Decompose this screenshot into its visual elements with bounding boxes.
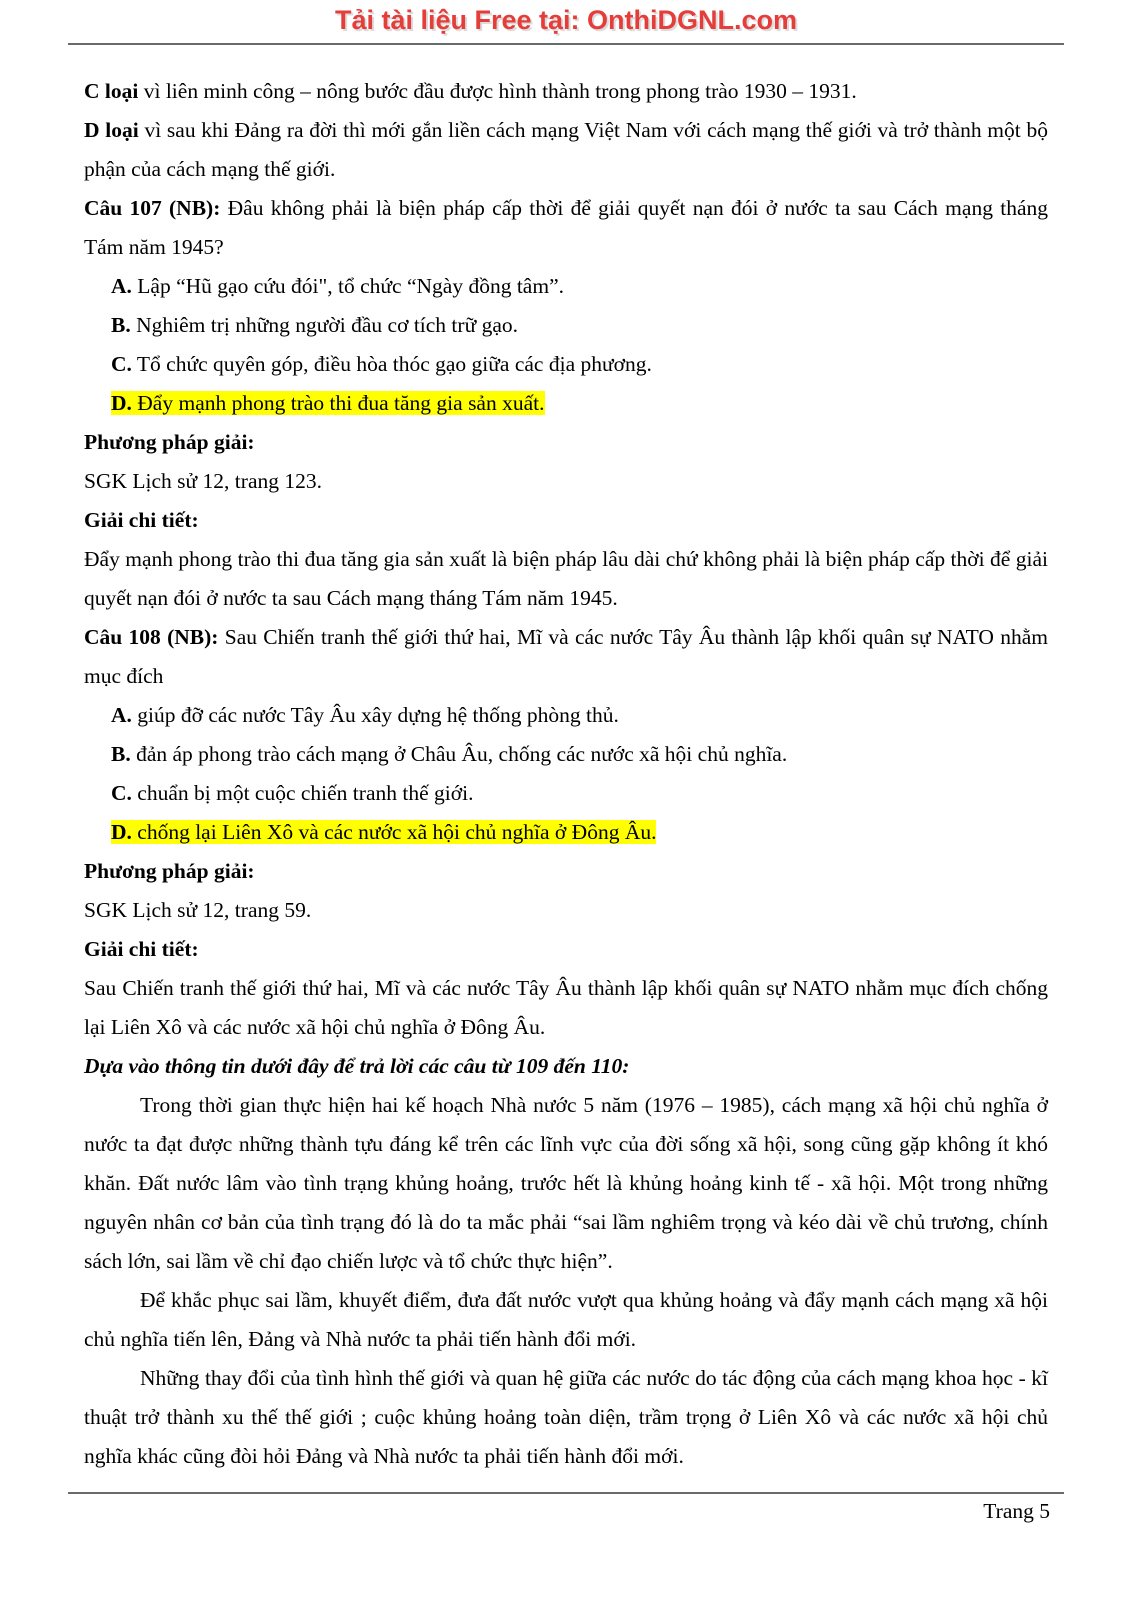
question-108-detail-heading: Giải chi tiết: <box>84 937 199 961</box>
question-108-detail-text: Sau Chiến tranh thế giới thứ hai, Mĩ và các nước Tây Âu thành lập khối quân sự NATO nhằm mục đích chống lại Liên Xô và các nước xã hội chủ nghĩa ở Đông Âu. <box>84 976 1048 1039</box>
question-108-stem <box>84 618 1048 696</box>
option-letter: C. <box>111 781 132 805</box>
option-letter: B. <box>111 313 131 337</box>
option-text: Đẩy mạnh phong trào thi đua tăng gia sản xuất. <box>131 391 545 415</box>
site-banner-text: Tải tài liệu Free tại: OnthiDGNL.com <box>334 5 798 35</box>
question-107-option-d <box>84 384 1048 423</box>
highlighted-answer <box>111 820 656 844</box>
question-107-method-text: SGK Lịch sử 12, trang 123. <box>84 469 322 493</box>
option-letter: A. <box>111 274 132 298</box>
passage-intro: Dựa vào thông tin dưới đây để trả lời các câu từ 109 đến 110: <box>84 1054 630 1078</box>
passage-paragraph-2: Để khắc phục sai lầm, khuyết điểm, đưa đất nước vượt qua khủng hoảng và đẩy mạnh cách mạng xã hội chủ nghĩa tiến lên, Đảng và Nhà nước ta phải tiến hành đổi mới. <box>84 1288 1048 1351</box>
question-107-option-b <box>84 306 1048 345</box>
question-107-number: Câu 107 (NB): <box>84 196 221 220</box>
passage-paragraph-3: Những thay đổi của tình hình thế giới và quan hệ giữa các nước do tác động của cách mạng khoa học - kĩ thuật trở thành xu thế thế giới ; cuộc khủng hoảng toàn diện, trầm trọng ở Liên Xô và các nước xã hội chủ nghĩa khác cũng đòi hỏi Đảng và Nhà nước ta phải tiến hành đổi mới. <box>84 1366 1048 1468</box>
page-footer <box>68 1492 1064 1528</box>
passage-paragraph-1: Trong thời gian thực hiện hai kế hoạch Nhà nước 5 năm (1976 – 1985), cách mạng xã hội chủ nghĩa ở nước ta đạt được những thành tựu đáng kể trên các lĩnh vực của đời sống xã hội, song cũng gặp không ít khó khăn. Đất nước lâm vào tình trạng khủng hoảng, trước hết là khủng hoảng kinh tế - xã hội. Một trong những nguyên nhân cơ bản của tình trạng đó là do ta mắc phải “sai lầm nghiêm trọng và kéo dài về chủ trương, chính sách lớn, sai lầm về chỉ đạo chiến lược và tổ chức thực hiện”. <box>84 1093 1048 1273</box>
question-108-option-a <box>84 696 1048 735</box>
answer-note-c-label: C loại <box>84 79 139 103</box>
answer-note-c-text: vì liên minh công – nông bước đầu được hình thành trong phong trào 1930 – 1931. <box>138 79 857 103</box>
page-header <box>68 0 1064 45</box>
question-107-detail-heading: Giải chi tiết: <box>84 508 199 532</box>
option-text: chống lại Liên Xô và các nước xã hội chủ nghĩa ở Đông Âu. <box>131 820 657 844</box>
page-number: Trang 5 <box>983 1499 1050 1523</box>
question-108-option-d <box>84 813 1048 852</box>
option-letter: D. <box>111 820 132 844</box>
option-text: Tổ chức quyên góp, điều hòa thóc gạo giữa các địa phương. <box>131 352 652 376</box>
option-text: Nghiêm trị những người đầu cơ tích trữ gạo. <box>130 313 519 337</box>
question-107-option-c <box>84 345 1048 384</box>
question-108-number: Câu 108 (NB): <box>84 625 219 649</box>
answer-note-d-label: D loại <box>84 118 139 142</box>
highlighted-answer <box>111 391 545 415</box>
option-text: chuẩn bị một cuộc chiến tranh thế giới. <box>131 781 474 805</box>
option-letter: D. <box>111 391 132 415</box>
document-body <box>84 72 1048 1476</box>
answer-note-d <box>84 111 1048 189</box>
option-letter: C. <box>111 352 132 376</box>
question-107-text: Đâu không phải là biện pháp cấp thời để giải quyết nạn đói ở nước ta sau Cách mạng tháng Tám năm 1945? <box>84 196 1048 259</box>
option-letter: A. <box>111 703 132 727</box>
question-108-method-text: SGK Lịch sử 12, trang 59. <box>84 898 312 922</box>
question-108-option-b <box>84 735 1048 774</box>
question-107-option-a <box>84 267 1048 306</box>
answer-note-d-text: vì sau khi Đảng ra đời thì mới gắn liền cách mạng Việt Nam với cách mạng thế giới và trở thành một bộ phận của cách mạng thế giới. <box>84 118 1048 181</box>
question-108-method-heading: Phương pháp giải: <box>84 859 255 883</box>
option-text: Lập “Hũ gạo cứu đói", tổ chức “Ngày đồng tâm”. <box>131 274 564 298</box>
option-text: đản áp phong trào cách mạng ở Châu Âu, chống các nước xã hội chủ nghĩa. <box>130 742 788 766</box>
question-107-detail-text: Đẩy mạnh phong trào thi đua tăng gia sản xuất là biện pháp lâu dài chứ không phải là biện pháp cấp thời để giải quyết nạn đói ở nước ta sau Cách mạng tháng Tám năm 1945. <box>84 547 1048 610</box>
question-107-stem <box>84 189 1048 267</box>
question-108-text: Sau Chiến tranh thế giới thứ hai, Mĩ và các nước Tây Âu thành lập khối quân sự NATO nhằm mục đích <box>84 625 1048 688</box>
option-text: giúp đỡ các nước Tây Âu xây dựng hệ thống phòng thủ. <box>131 703 619 727</box>
question-108-option-c <box>84 774 1048 813</box>
answer-note-c <box>84 72 1048 111</box>
option-letter: B. <box>111 742 131 766</box>
question-107-method-heading: Phương pháp giải: <box>84 430 255 454</box>
